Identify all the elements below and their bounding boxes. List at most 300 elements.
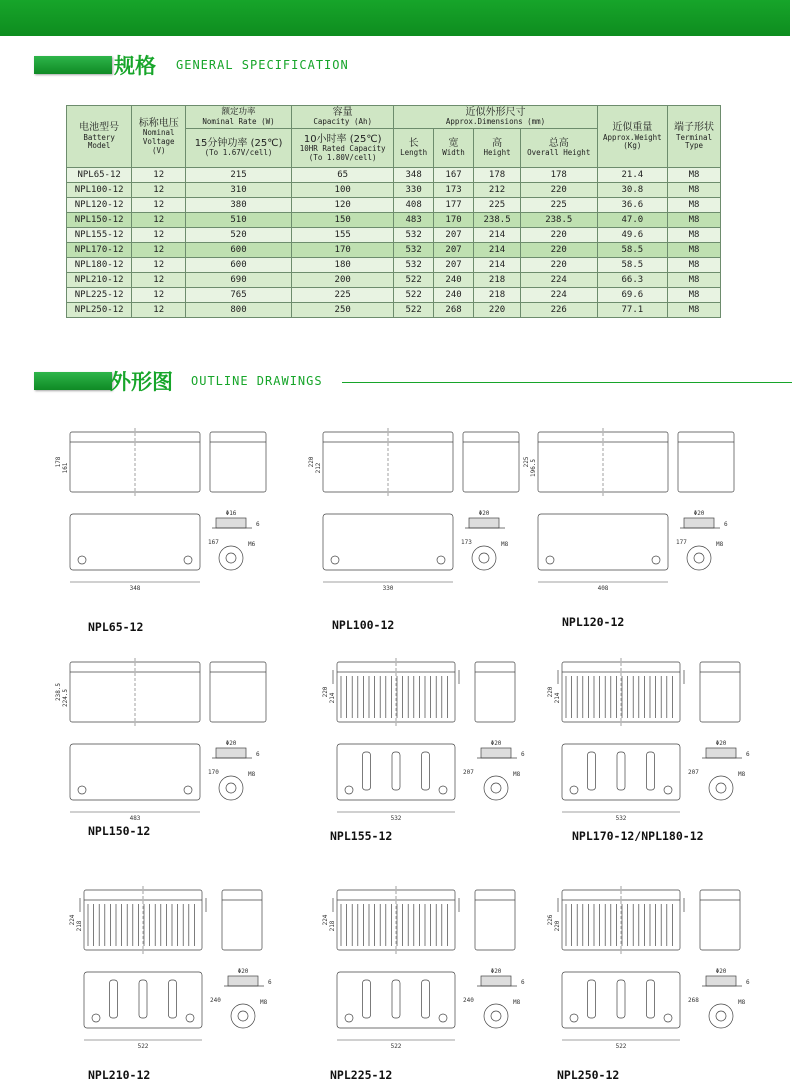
bolt-size: M8 [716, 541, 724, 548]
cell-height: 218 [474, 288, 521, 303]
cell-overall: 224 [520, 273, 597, 288]
cell-overall: 220 [520, 183, 597, 198]
cell-voltage: 12 [132, 228, 186, 243]
cell-model: NPL210-12 [67, 273, 132, 288]
cell-height: 214 [474, 228, 521, 243]
battery-outline-svg [308, 418, 540, 598]
bolt-size: M8 [738, 999, 746, 1006]
cell-model: NPL100-12 [67, 183, 132, 198]
battery-outline-svg [315, 648, 540, 828]
width-dim: 207 [463, 769, 474, 776]
side-view [210, 662, 266, 722]
th-width: 宽 Width [433, 129, 473, 168]
cell-voltage: 12 [132, 303, 186, 318]
terminal-neg-icon [78, 556, 86, 564]
cell-weight: 47.0 [597, 213, 667, 228]
cell-overall: 238.5 [520, 213, 597, 228]
bolt-icon [716, 1011, 726, 1021]
terminal-diameter: Φ20 [693, 510, 705, 517]
cell-width: 207 [433, 228, 473, 243]
length-dim: 348 [129, 585, 141, 592]
table-row [67, 183, 721, 198]
handle-slot [363, 980, 371, 1018]
cell-width: 207 [433, 258, 473, 273]
terminal-diameter: Φ20 [478, 510, 490, 517]
side-view [700, 662, 740, 722]
th-capacity-sub: 10小时率 (25℃) 10HR Rated Capacity (To 1.80V/cell) [291, 129, 394, 168]
cell-width: 167 [433, 168, 473, 183]
handle-slot [363, 752, 371, 790]
cell-model: NPL180-12 [67, 258, 132, 273]
table-row [67, 273, 721, 288]
th-height: 高 Height [474, 129, 521, 168]
bolt-icon [238, 1011, 248, 1021]
side-view [700, 890, 740, 950]
cell-height: 220 [474, 303, 521, 318]
height-dim: 224 [69, 914, 76, 926]
cell-width: 240 [433, 273, 473, 288]
terminal-top-icon [687, 546, 711, 570]
outline-title-zh: 外形图 [110, 370, 173, 394]
cell-height: 212 [474, 183, 521, 198]
cell-capacity: 170 [291, 243, 394, 258]
terminal-height: 6 [256, 751, 260, 758]
spec-table [66, 105, 721, 318]
length-dim: 532 [390, 815, 402, 822]
cell-terminal: M8 [668, 243, 721, 258]
cell-weight: 58.5 [597, 258, 667, 273]
terminal-detail [216, 518, 246, 528]
height-dim: 178 [55, 456, 62, 468]
table-row [67, 243, 721, 258]
terminal-diameter: Φ20 [225, 740, 237, 747]
cell-voltage: 12 [132, 198, 186, 213]
terminal-top-icon [219, 546, 243, 570]
height-dim: 238.5 [55, 682, 62, 702]
cell-weight: 69.6 [597, 288, 667, 303]
outline-drawing [315, 876, 540, 1056]
outline-drawing [308, 418, 540, 598]
height-dim: 220 [547, 686, 554, 698]
cell-height: 218 [474, 273, 521, 288]
cell-overall: 226 [520, 303, 597, 318]
battery-outline-svg [55, 648, 287, 828]
terminal-neg-icon [331, 556, 339, 564]
outline-drawing [55, 418, 287, 598]
terminal-detail [706, 976, 736, 986]
terminal-height: 6 [724, 521, 728, 528]
cell-model: NPL170-12 [67, 243, 132, 258]
terminal-neg-icon [570, 1014, 578, 1022]
table-row [67, 258, 721, 273]
spec-title-zh: 规格 [114, 54, 156, 78]
cell-voltage: 12 [132, 213, 186, 228]
terminal-detail [228, 976, 258, 986]
terminal-pos-icon [437, 556, 445, 564]
cell-terminal: M8 [668, 168, 721, 183]
cell-rate: 765 [186, 288, 292, 303]
th-capacity: 容量 Capacity (Ah) [291, 106, 394, 129]
outline-section-header [34, 368, 794, 394]
cell-voltage: 12 [132, 183, 186, 198]
width-dim: 177 [676, 539, 687, 546]
width-dim: 268 [688, 997, 699, 1004]
terminal-diameter: Φ20 [490, 740, 502, 747]
height2-dim: 218 [76, 920, 83, 932]
cell-rate: 520 [186, 228, 292, 243]
top-view [84, 972, 202, 1028]
battery-outline-svg [540, 876, 765, 1056]
cell-length: 532 [394, 228, 433, 243]
terminal-diameter: Φ20 [490, 968, 502, 975]
width-dim: 170 [208, 769, 219, 776]
height2-dim: 220 [554, 920, 561, 932]
battery-outline-svg [540, 648, 765, 828]
cell-weight: 58.5 [597, 243, 667, 258]
bolt-size: M8 [501, 541, 509, 548]
outline-drawing [55, 648, 287, 828]
th-rate-sub: 15分钟功率 (25℃) (To 1.67V/cell) [186, 129, 292, 168]
cell-terminal: M8 [668, 228, 721, 243]
terminal-neg-icon [345, 786, 353, 794]
terminal-pos-icon [184, 786, 192, 794]
height-dim: 226 [547, 914, 554, 926]
model-label: NPL210-12 [88, 1068, 151, 1082]
cell-rate: 690 [186, 273, 292, 288]
cell-terminal: M8 [668, 288, 721, 303]
length-dim: 483 [129, 815, 141, 822]
cell-voltage: 12 [132, 258, 186, 273]
terminal-detail [481, 976, 511, 986]
model-label: NPL100-12 [332, 618, 395, 632]
cell-height: 178 [474, 168, 521, 183]
height2-dim: 224.5 [62, 688, 69, 708]
cell-overall: 220 [520, 228, 597, 243]
cell-capacity: 100 [291, 183, 394, 198]
cell-length: 408 [394, 198, 433, 213]
cell-weight: 36.6 [597, 198, 667, 213]
cell-width: 170 [433, 213, 473, 228]
cell-terminal: M8 [668, 198, 721, 213]
th-model: 电池型号 Battery Model [67, 106, 132, 168]
outline-drawing [523, 418, 755, 598]
top-view [538, 514, 668, 570]
cell-height: 214 [474, 243, 521, 258]
cell-height: 225 [474, 198, 521, 213]
cell-overall: 178 [520, 168, 597, 183]
table-row [67, 288, 721, 303]
cell-length: 348 [394, 168, 433, 183]
bolt-icon [226, 553, 236, 563]
width-dim: 240 [210, 997, 221, 1004]
handle-slot [169, 980, 177, 1018]
cell-rate: 800 [186, 303, 292, 318]
terminal-height: 6 [521, 979, 525, 986]
cell-rate: 600 [186, 243, 292, 258]
bolt-size: M8 [260, 999, 268, 1006]
terminal-neg-icon [92, 1014, 100, 1022]
cell-voltage: 12 [132, 273, 186, 288]
cell-rate: 310 [186, 183, 292, 198]
spec-title-en: GENERAL SPECIFICATION [176, 58, 349, 72]
bolt-size: M6 [248, 541, 256, 548]
handle-slot [422, 980, 430, 1018]
terminal-top-icon [709, 776, 733, 800]
width-dim: 240 [463, 997, 474, 1004]
cell-rate: 215 [186, 168, 292, 183]
length-dim: 330 [382, 585, 394, 592]
terminal-height: 6 [746, 751, 750, 758]
th-weight: 近似重量 Approx.Weight (Kg) [597, 106, 667, 168]
top-view [337, 972, 455, 1028]
cell-capacity: 155 [291, 228, 394, 243]
handle-slot [392, 752, 400, 790]
terminal-top-icon [484, 776, 508, 800]
terminal-pos-icon [439, 786, 447, 794]
th-terminal: 端子形状 Terminal Type [668, 106, 721, 168]
terminal-diameter: Φ20 [715, 968, 727, 975]
section-marker [34, 372, 112, 390]
model-label: NPL65-12 [88, 620, 144, 634]
outline-drawing [62, 876, 287, 1056]
table-row [67, 228, 721, 243]
cell-voltage: 12 [132, 288, 186, 303]
top-view [323, 514, 453, 570]
spec-section-header [34, 52, 794, 78]
terminal-neg-icon [546, 556, 554, 564]
bolt-icon [226, 783, 236, 793]
cell-overall: 225 [520, 198, 597, 213]
cell-weight: 77.1 [597, 303, 667, 318]
outline-drawing [540, 876, 765, 1056]
handle-slot [588, 752, 596, 790]
cell-width: 173 [433, 183, 473, 198]
terminal-pos-icon [186, 1014, 194, 1022]
cell-overall: 224 [520, 288, 597, 303]
cell-length: 483 [394, 213, 433, 228]
handle-slot [588, 980, 596, 1018]
cell-overall: 220 [520, 258, 597, 273]
height-dim: 224 [322, 914, 329, 926]
cell-model: NPL155-12 [67, 228, 132, 243]
cell-weight: 49.6 [597, 228, 667, 243]
outline-drawing [540, 648, 765, 828]
side-view [678, 432, 734, 492]
section-marker [34, 56, 112, 74]
side-view [475, 890, 515, 950]
cell-width: 177 [433, 198, 473, 213]
width-dim: 207 [688, 769, 699, 776]
outline-drawing [315, 648, 540, 828]
height2-dim: 196.5 [530, 458, 537, 478]
bolt-icon [491, 1011, 501, 1021]
length-dim: 522 [615, 1043, 627, 1050]
bolt-icon [716, 783, 726, 793]
cell-weight: 66.3 [597, 273, 667, 288]
cell-voltage: 12 [132, 243, 186, 258]
terminal-top-icon [472, 546, 496, 570]
terminal-pos-icon [664, 1014, 672, 1022]
terminal-pos-icon [439, 1014, 447, 1022]
model-label: NPL170-12/NPL180-12 [572, 829, 704, 843]
cell-terminal: M8 [668, 183, 721, 198]
model-label: NPL150-12 [88, 824, 151, 838]
top-view [70, 514, 200, 570]
height-dim: 225 [523, 456, 530, 468]
terminal-height: 6 [746, 979, 750, 986]
cell-model: NPL150-12 [67, 213, 132, 228]
cell-capacity: 120 [291, 198, 394, 213]
handle-slot [647, 752, 655, 790]
section-rule [342, 382, 792, 383]
cell-width: 207 [433, 243, 473, 258]
cell-length: 522 [394, 303, 433, 318]
height-dim: 220 [322, 686, 329, 698]
bolt-size: M8 [513, 999, 521, 1006]
cell-capacity: 65 [291, 168, 394, 183]
bolt-size: M8 [248, 771, 256, 778]
handle-slot [422, 752, 430, 790]
table-row [67, 303, 721, 318]
height2-dim: 161 [62, 462, 69, 474]
width-dim: 173 [461, 539, 472, 546]
length-dim: 532 [615, 815, 627, 822]
cell-model: NPL120-12 [67, 198, 132, 213]
height2-dim: 214 [554, 692, 561, 704]
terminal-detail [684, 518, 714, 528]
side-view [210, 432, 266, 492]
terminal-detail [216, 748, 246, 758]
side-view [475, 662, 515, 722]
battery-outline-svg [523, 418, 755, 598]
bolt-size: M8 [738, 771, 746, 778]
length-dim: 522 [390, 1043, 402, 1050]
cell-capacity: 250 [291, 303, 394, 318]
model-label: NPL120-12 [562, 615, 625, 629]
handle-slot [617, 752, 625, 790]
terminal-top-icon [219, 776, 243, 800]
terminal-diameter: Φ16 [225, 510, 237, 517]
terminal-detail [706, 748, 736, 758]
cell-voltage: 12 [132, 168, 186, 183]
cell-width: 268 [433, 303, 473, 318]
top-view [337, 744, 455, 800]
cell-length: 522 [394, 273, 433, 288]
width-dim: 167 [208, 539, 219, 546]
terminal-diameter: Φ20 [237, 968, 249, 975]
table-row [67, 213, 721, 228]
terminal-neg-icon [345, 1014, 353, 1022]
side-view [463, 432, 519, 492]
battery-outline-svg [55, 418, 287, 598]
top-view [562, 972, 680, 1028]
handle-slot [392, 980, 400, 1018]
cell-length: 532 [394, 258, 433, 273]
th-rate: 额定功率 Nominal Rate (W) [186, 106, 292, 129]
cell-height: 214 [474, 258, 521, 273]
battery-outline-svg [62, 876, 287, 1056]
top-view [562, 744, 680, 800]
cell-length: 532 [394, 243, 433, 258]
table-row [67, 168, 721, 183]
th-dimensions: 近似外形尺寸 Approx.Dimensions (mm) [394, 106, 597, 129]
outline-title-en: OUTLINE DRAWINGS [191, 374, 323, 388]
cell-capacity: 225 [291, 288, 394, 303]
top-banner [0, 0, 790, 36]
cell-height: 238.5 [474, 213, 521, 228]
cell-rate: 510 [186, 213, 292, 228]
cell-capacity: 200 [291, 273, 394, 288]
terminal-height: 6 [256, 521, 260, 528]
top-view [70, 744, 200, 800]
terminal-top-icon [484, 1004, 508, 1028]
handle-slot [139, 980, 147, 1018]
cell-length: 522 [394, 288, 433, 303]
bolt-icon [694, 553, 704, 563]
terminal-height: 6 [268, 979, 272, 986]
terminal-neg-icon [78, 786, 86, 794]
cell-length: 330 [394, 183, 433, 198]
cell-width: 240 [433, 288, 473, 303]
terminal-pos-icon [664, 786, 672, 794]
cell-model: NPL250-12 [67, 303, 132, 318]
terminal-detail [469, 518, 499, 528]
cell-terminal: M8 [668, 258, 721, 273]
th-voltage: 标称电压 Nominal Voltage (V) [132, 106, 186, 168]
cell-rate: 600 [186, 258, 292, 273]
terminal-diameter: Φ20 [715, 740, 727, 747]
height2-dim: 214 [329, 692, 336, 704]
cell-overall: 220 [520, 243, 597, 258]
cell-model: NPL65-12 [67, 168, 132, 183]
cell-capacity: 180 [291, 258, 394, 273]
th-length: 长 Length [394, 129, 433, 168]
handle-slot [617, 980, 625, 1018]
bolt-size: M8 [513, 771, 521, 778]
cell-weight: 21.4 [597, 168, 667, 183]
model-label: NPL225-12 [330, 1068, 393, 1082]
cell-weight: 30.8 [597, 183, 667, 198]
terminal-pos-icon [652, 556, 660, 564]
height2-dim: 212 [315, 462, 322, 474]
height2-dim: 218 [329, 920, 336, 932]
cell-rate: 380 [186, 198, 292, 213]
model-label: NPL250-12 [557, 1068, 620, 1082]
model-label: NPL155-12 [330, 829, 393, 843]
cell-terminal: M8 [668, 213, 721, 228]
side-view [222, 890, 262, 950]
terminal-neg-icon [570, 786, 578, 794]
terminal-pos-icon [184, 556, 192, 564]
cell-terminal: M8 [668, 273, 721, 288]
th-overall-height: 总高 Overall Height [520, 129, 597, 168]
cell-terminal: M8 [668, 303, 721, 318]
table-row [67, 198, 721, 213]
bolt-icon [479, 553, 489, 563]
cell-capacity: 150 [291, 213, 394, 228]
terminal-top-icon [709, 1004, 733, 1028]
length-dim: 522 [137, 1043, 149, 1050]
length-dim: 408 [597, 585, 609, 592]
terminal-detail [481, 748, 511, 758]
terminal-top-icon [231, 1004, 255, 1028]
bolt-icon [491, 783, 501, 793]
battery-outline-svg [315, 876, 540, 1056]
cell-model: NPL225-12 [67, 288, 132, 303]
handle-slot [110, 980, 118, 1018]
handle-slot [647, 980, 655, 1018]
height-dim: 220 [308, 456, 315, 468]
